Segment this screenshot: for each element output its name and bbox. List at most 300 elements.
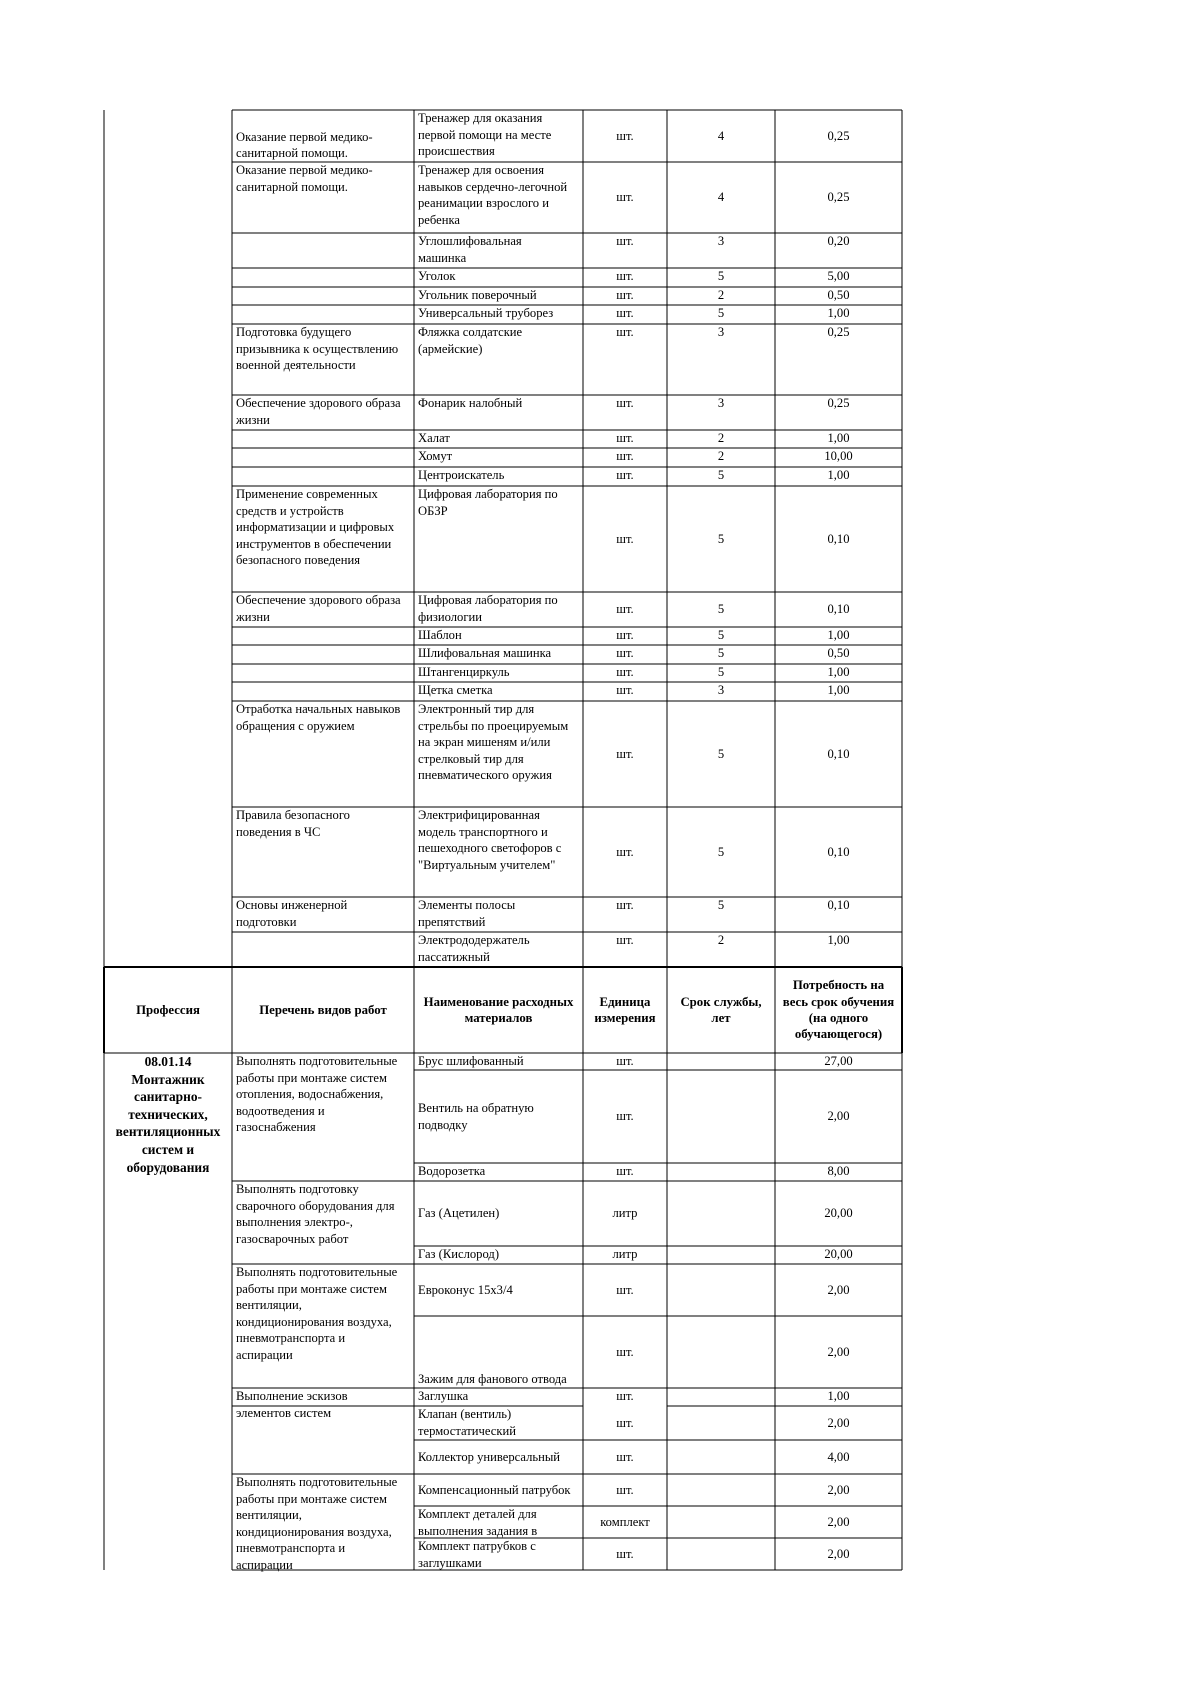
row-requirement-text: 1,00 xyxy=(827,933,850,947)
row-unit-text: шт. xyxy=(616,431,634,445)
row-service-life-text: 3 xyxy=(717,396,725,410)
row-service-life xyxy=(667,430,775,448)
row-material-name-text: Компенсационный патрубок xyxy=(418,1482,571,1497)
row-work-type xyxy=(232,645,414,664)
row-service-life-text: 5 xyxy=(717,269,725,283)
row-unit-text: шт. xyxy=(616,665,634,679)
header-works-text: Перечень видов работ xyxy=(259,1002,387,1017)
row-work-type xyxy=(232,448,414,467)
row-item-name-text: Тренажер для оказания первой помощи на месте происшествия xyxy=(418,111,552,159)
row-material-name xyxy=(414,1474,583,1506)
row-service-life-text: 2 xyxy=(717,933,725,947)
row-work-type xyxy=(232,430,414,448)
row-unit-text: шт. xyxy=(616,288,634,302)
row-unit xyxy=(583,233,667,268)
row-service-life xyxy=(667,110,775,162)
row-item-name-text: Углошлифовальная машинка xyxy=(418,234,522,265)
work-type-group-text: Выполнять подготовительные работы при монтаже систем вентиляции, кондиционирования воздуха, пневмотранспорта и аспирации xyxy=(236,1265,398,1362)
row-material-name xyxy=(414,1053,583,1070)
row-unit-text: шт. xyxy=(616,1389,634,1403)
row-material-name xyxy=(414,1070,583,1163)
row-material-name xyxy=(414,1538,583,1570)
row-work-type xyxy=(232,592,414,627)
row-unit-text: шт. xyxy=(616,1449,634,1464)
row-service-life-text: 5 xyxy=(717,468,725,482)
row-unit-text: шт. xyxy=(616,396,634,410)
work-type-group xyxy=(232,1474,414,1570)
row-unit xyxy=(583,162,667,233)
row-work-type xyxy=(232,932,414,967)
row-unit xyxy=(583,897,667,932)
row-service-life-text: 3 xyxy=(717,683,725,697)
row-item-name xyxy=(414,110,583,162)
row-unit xyxy=(583,1053,667,1070)
row-service-life-text: 4 xyxy=(717,128,725,143)
header-works xyxy=(232,967,414,1053)
row-work-type xyxy=(232,486,414,592)
row-service-life-text: 5 xyxy=(717,628,725,642)
row-service-life-text: 5 xyxy=(717,665,725,679)
row-work-type-text: Основы инженерной подготовки xyxy=(236,898,348,929)
row-unit-text: шт. xyxy=(616,1282,634,1297)
row-unit-text: шт. xyxy=(616,128,634,143)
row-unit xyxy=(583,645,667,664)
row-service-life xyxy=(667,897,775,932)
header-materials xyxy=(414,967,583,1053)
row-work-type xyxy=(232,897,414,932)
row-service-life xyxy=(667,682,775,701)
row-requirement-text: 0,25 xyxy=(827,190,850,205)
row-requirement xyxy=(775,305,902,324)
header-life-text: Срок службы, лет xyxy=(680,994,762,1025)
row-item-name-text: Уголок xyxy=(418,269,456,283)
row-requirement xyxy=(775,1440,902,1474)
row-requirement xyxy=(775,448,902,467)
row-requirement-text: 8,00 xyxy=(827,1164,850,1178)
row-item-name-text: Элементы полосы препятствий xyxy=(418,898,516,929)
row-service-life-text: 5 xyxy=(717,306,725,320)
header-materials-text: Наименование расходных материалов xyxy=(423,994,574,1025)
row-item-name xyxy=(414,932,583,967)
row-item-name-text: Тренажер для освоения навыков сердечно-легочной реанимации взрослого и ребенка xyxy=(418,163,568,227)
row-item-name-text: Электрододержатель пассатижный xyxy=(418,933,530,964)
header-need xyxy=(775,967,902,1053)
profession-cell-text: 08.01.14 Монтажник санитарно- технических, вентиляционных систем и оборудования xyxy=(115,1054,221,1175)
row-work-type xyxy=(232,324,414,395)
row-unit xyxy=(583,305,667,324)
row-requirement-text: 2,00 xyxy=(827,1482,850,1497)
row-material-name xyxy=(414,1388,583,1406)
row-item-name xyxy=(414,395,583,430)
profession-cell xyxy=(104,1053,232,1180)
row-item-name xyxy=(414,897,583,932)
row-unit xyxy=(583,1538,667,1570)
row-unit xyxy=(583,1181,667,1246)
row-item-name-text: Хомут xyxy=(418,449,453,463)
row-requirement-text: 0,50 xyxy=(827,646,850,660)
row-material-name xyxy=(414,1406,583,1440)
row-unit xyxy=(583,268,667,287)
row-unit xyxy=(583,1388,667,1406)
row-work-type xyxy=(232,233,414,268)
row-service-life xyxy=(667,807,775,897)
row-unit-text: шт. xyxy=(616,190,634,205)
row-work-type-text: Оказание первой медико- санитарной помощи. xyxy=(236,163,373,194)
row-item-name-text: Электрифицированная модель транспортного и пешеходного светофоров с "Виртуальным учителем" xyxy=(418,808,562,872)
row-material-name-text: Комплект деталей для выполнения задания в xyxy=(418,1507,538,1538)
row-work-type-text: Применение современных средств и устройств информатизации и цифровых инструментов в обеспечении безопасного поведения xyxy=(236,487,395,568)
row-item-name-text: Фонарик налобный xyxy=(418,396,523,410)
row-unit-text: комплект xyxy=(600,1514,650,1529)
row-unit-text: шт. xyxy=(616,1164,634,1178)
row-requirement-text: 0,25 xyxy=(827,325,850,339)
row-unit-text: шт. xyxy=(616,269,634,283)
work-type-group-text: Выполнять подготовительные работы при монтаже систем вентиляции, кондиционирования воздуха, пневмотранспорта и аспирации xyxy=(236,1475,398,1572)
row-work-type xyxy=(232,395,414,430)
row-service-life-text: 2 xyxy=(717,288,725,302)
row-item-name xyxy=(414,592,583,627)
row-item-name-text: Универсальный труборез xyxy=(418,306,554,320)
row-requirement-text: 5,00 xyxy=(827,269,850,283)
row-work-type xyxy=(232,627,414,645)
row-unit-text: шт. xyxy=(616,1344,634,1359)
row-item-name xyxy=(414,430,583,448)
row-work-type xyxy=(232,287,414,305)
row-requirement xyxy=(775,467,902,486)
work-type-group-text: Выполнение эскизов элементов систем xyxy=(236,1389,348,1420)
row-material-name-text: Заглушка xyxy=(418,1389,469,1403)
row-requirement xyxy=(775,1264,902,1316)
row-work-type-text: Отработка начальных навыков обращения с оружием xyxy=(236,702,401,733)
row-work-type xyxy=(232,162,414,233)
row-requirement-text: 1,00 xyxy=(827,683,850,697)
row-item-name xyxy=(414,448,583,467)
row-item-name xyxy=(414,305,583,324)
row-unit xyxy=(583,1070,667,1163)
row-requirement-text: 20,00 xyxy=(824,1247,853,1261)
row-requirement xyxy=(775,1506,902,1538)
row-work-type-text: Обеспечение здорового образа жизни xyxy=(236,593,401,624)
row-requirement-text: 27,00 xyxy=(824,1054,853,1068)
row-material-name-text: Газ (Кислород) xyxy=(418,1247,500,1261)
row-material-name-text: Брус шлифованный xyxy=(418,1054,524,1068)
row-unit-text: шт. xyxy=(616,602,634,617)
row-requirement-text: 0,10 xyxy=(827,844,850,859)
row-unit-text: шт. xyxy=(616,683,634,697)
row-work-type xyxy=(232,807,414,897)
row-requirement-text: 2,00 xyxy=(827,1109,850,1124)
row-unit-text: шт. xyxy=(616,1054,634,1068)
row-item-name-text: Угольник поверочный xyxy=(418,288,537,302)
row-requirement xyxy=(775,1246,902,1264)
row-unit xyxy=(583,1264,667,1316)
row-material-name xyxy=(414,1316,583,1388)
row-unit-text: шт. xyxy=(616,1109,634,1124)
row-unit-text: шт. xyxy=(616,306,634,320)
row-item-name-text: Шлифовальная машинка xyxy=(418,646,552,660)
row-requirement-text: 2,00 xyxy=(827,1514,850,1529)
row-work-type xyxy=(232,664,414,682)
row-unit xyxy=(583,1246,667,1264)
row-service-life-text: 4 xyxy=(717,190,725,205)
row-requirement xyxy=(775,645,902,664)
row-requirement-text: 0,50 xyxy=(827,288,850,302)
row-requirement xyxy=(775,1316,902,1388)
row-requirement-text: 10,00 xyxy=(824,449,853,463)
row-requirement-text: 1,00 xyxy=(827,665,850,679)
row-service-life-text: 2 xyxy=(717,431,725,445)
row-requirement-text: 0,10 xyxy=(827,746,850,761)
row-requirement xyxy=(775,897,902,932)
row-requirement-text: 2,00 xyxy=(827,1344,850,1359)
row-work-type xyxy=(232,682,414,701)
row-unit-text: шт. xyxy=(616,449,634,463)
row-requirement-text: 0,25 xyxy=(827,396,850,410)
row-item-name-text: Центроискатель xyxy=(418,468,505,482)
work-type-group xyxy=(232,1053,414,1181)
row-unit xyxy=(583,486,667,592)
row-requirement xyxy=(775,1070,902,1163)
row-service-life xyxy=(667,162,775,233)
row-requirement xyxy=(775,701,902,807)
row-material-name-text: Газ (Ацетилен) xyxy=(418,1206,500,1221)
row-unit xyxy=(583,430,667,448)
row-requirement xyxy=(775,1538,902,1570)
row-requirement xyxy=(775,664,902,682)
row-requirement xyxy=(775,1181,902,1246)
row-requirement-text: 1,00 xyxy=(827,468,850,482)
row-requirement-text: 1,00 xyxy=(827,431,850,445)
row-unit-text: шт. xyxy=(616,844,634,859)
row-material-name xyxy=(414,1506,583,1538)
row-work-type xyxy=(232,701,414,807)
row-work-type xyxy=(232,305,414,324)
header-life xyxy=(667,967,775,1053)
row-requirement xyxy=(775,324,902,395)
row-service-life-text: 5 xyxy=(717,844,725,859)
row-requirement-text: 2,00 xyxy=(827,1282,850,1297)
work-type-group xyxy=(232,1181,414,1264)
row-item-name-text: Шаблон xyxy=(418,628,462,642)
row-service-life-text: 5 xyxy=(717,746,725,761)
row-item-name-text: Щетка сметка xyxy=(418,683,493,697)
row-unit xyxy=(583,682,667,701)
row-unit xyxy=(583,448,667,467)
row-requirement xyxy=(775,682,902,701)
row-unit xyxy=(583,627,667,645)
row-requirement xyxy=(775,1388,902,1406)
row-service-life xyxy=(667,395,775,430)
row-service-life xyxy=(667,287,775,305)
row-unit xyxy=(583,324,667,395)
row-unit xyxy=(583,592,667,627)
row-requirement-text: 0,10 xyxy=(827,898,850,912)
row-requirement xyxy=(775,1163,902,1181)
header-unit xyxy=(583,967,667,1053)
row-unit-text: шт. xyxy=(616,234,634,248)
row-requirement xyxy=(775,162,902,233)
row-item-name-text: Халат xyxy=(418,431,450,445)
row-item-name xyxy=(414,233,583,268)
row-service-life xyxy=(667,664,775,682)
row-material-name-text: Водорозетка xyxy=(418,1164,486,1178)
row-requirement xyxy=(775,110,902,162)
row-material-name-text: Вентиль на обратную подводку xyxy=(418,1100,534,1132)
row-item-name xyxy=(414,486,583,592)
row-work-type-text: Обеспечение здорового образа жизни xyxy=(236,396,401,427)
row-requirement xyxy=(775,395,902,430)
row-service-life xyxy=(667,268,775,287)
row-requirement-text: 0,20 xyxy=(827,234,850,248)
row-unit-text: шт. xyxy=(616,898,634,912)
row-unit-text: шт. xyxy=(616,325,634,339)
row-requirement xyxy=(775,1474,902,1506)
row-requirement-text: 2,00 xyxy=(827,1415,850,1430)
row-requirement-text: 0,10 xyxy=(827,531,850,546)
row-requirement-text: 0,25 xyxy=(827,128,850,143)
header-unit-text: Единица измерения xyxy=(594,994,656,1025)
row-requirement xyxy=(775,268,902,287)
row-requirement-text: 0,10 xyxy=(827,602,850,617)
row-unit xyxy=(583,1440,667,1474)
work-type-group-text: Выполнять подготовительные работы при монтаже систем отопления, водоснабжения, водоотведения и газоснабжения xyxy=(236,1054,398,1135)
row-item-name xyxy=(414,645,583,664)
row-requirement-text: 20,00 xyxy=(824,1206,853,1221)
row-material-name xyxy=(414,1181,583,1246)
row-service-life-text: 5 xyxy=(717,646,725,660)
row-unit-text: литр xyxy=(612,1247,638,1261)
row-material-name xyxy=(414,1264,583,1316)
row-unit xyxy=(583,1163,667,1181)
row-unit-text: литр xyxy=(612,1206,638,1221)
row-service-life-text: 5 xyxy=(717,602,725,617)
row-unit-text: шт. xyxy=(616,746,634,761)
row-requirement-text: 1,00 xyxy=(827,628,850,642)
row-material-name-text: Евроконус 15х3/4 xyxy=(418,1282,513,1297)
row-service-life xyxy=(667,592,775,627)
row-service-life-text: 3 xyxy=(717,325,725,339)
row-work-type xyxy=(232,110,414,162)
row-material-name xyxy=(414,1440,583,1474)
row-item-name xyxy=(414,268,583,287)
row-unit-text: шт. xyxy=(616,531,634,546)
row-item-name xyxy=(414,162,583,233)
row-requirement xyxy=(775,486,902,592)
row-service-life xyxy=(667,467,775,486)
row-service-life xyxy=(667,627,775,645)
row-unit-text: шт. xyxy=(616,1415,634,1430)
row-service-life-text: 5 xyxy=(717,531,725,546)
row-requirement xyxy=(775,627,902,645)
row-requirement xyxy=(775,807,902,897)
row-service-life xyxy=(667,233,775,268)
row-unit xyxy=(583,664,667,682)
row-requirement xyxy=(775,287,902,305)
header-profession-text: Профессия xyxy=(136,1002,200,1017)
row-requirement xyxy=(775,430,902,448)
row-service-life xyxy=(667,305,775,324)
row-requirement xyxy=(775,1053,902,1070)
row-item-name-text: Цифровая лаборатория по ОБЗР xyxy=(418,487,558,518)
row-service-life xyxy=(667,448,775,467)
row-item-name xyxy=(414,664,583,682)
row-service-life-text: 3 xyxy=(717,234,725,248)
row-unit xyxy=(583,807,667,897)
row-requirement-text: 1,00 xyxy=(827,1389,850,1403)
row-service-life xyxy=(667,701,775,807)
row-service-life-text: 5 xyxy=(717,898,725,912)
header-need-text: Потребность на весь срок обучения (на одного обучающегося) xyxy=(782,978,895,1042)
row-work-type xyxy=(232,467,414,486)
row-item-name-text: Штангенциркуль xyxy=(418,665,510,679)
row-work-type-text: Правила безопасного поведения в ЧС xyxy=(236,808,350,839)
row-requirement xyxy=(775,932,902,967)
row-material-name xyxy=(414,1163,583,1181)
row-material-name xyxy=(414,1246,583,1264)
row-work-type-text: Подготовка будущего призывника к осуществлению военной деятельности xyxy=(236,325,399,373)
row-unit xyxy=(583,1316,667,1388)
row-unit xyxy=(583,1406,667,1440)
row-unit-text: шт. xyxy=(616,1546,634,1561)
row-work-type-text: Оказание первой медико- санитарной помощи. xyxy=(236,129,373,161)
row-item-name xyxy=(414,627,583,645)
row-item-name xyxy=(414,807,583,897)
row-unit xyxy=(583,467,667,486)
row-service-life-text: 2 xyxy=(717,449,725,463)
row-item-name xyxy=(414,701,583,807)
row-service-life xyxy=(667,932,775,967)
row-unit xyxy=(583,1474,667,1506)
work-type-group-text: Выполнять подготовку сварочного оборудования для выполнения электро-, газосварочных работ xyxy=(236,1182,395,1246)
row-service-life xyxy=(667,645,775,664)
row-work-type xyxy=(232,268,414,287)
row-unit xyxy=(583,110,667,162)
row-service-life xyxy=(667,486,775,592)
row-unit xyxy=(583,287,667,305)
row-item-name-text: Цифровая лаборатория по физиологии xyxy=(418,593,558,624)
row-unit-text: шт. xyxy=(616,1482,634,1497)
row-material-name-text: Зажим для фанового отвода xyxy=(418,1372,567,1387)
work-type-group xyxy=(232,1388,414,1420)
row-item-name xyxy=(414,287,583,305)
row-requirement xyxy=(775,233,902,268)
row-unit xyxy=(583,701,667,807)
work-type-group xyxy=(232,1264,414,1388)
row-unit-text: шт. xyxy=(616,628,634,642)
row-requirement-text: 2,00 xyxy=(827,1546,850,1561)
header-profession xyxy=(104,967,232,1053)
row-item-name xyxy=(414,467,583,486)
row-requirement xyxy=(775,592,902,627)
row-material-name-text: Клапан (вентиль) термостатический xyxy=(418,1407,516,1438)
row-unit-text: шт. xyxy=(616,646,634,660)
row-item-name xyxy=(414,682,583,701)
row-item-name-text: Электронный тир для стрельбы по проецируемым на экран мишеням и/или стрелковый тир для пневматического оружия xyxy=(418,702,569,783)
row-requirement-text: 4,00 xyxy=(827,1449,850,1464)
row-unit xyxy=(583,932,667,967)
row-material-name-text: Коллектор универсальный xyxy=(418,1449,561,1464)
row-service-life xyxy=(667,324,775,395)
row-unit xyxy=(583,395,667,430)
row-unit-text: шт. xyxy=(616,933,634,947)
row-item-name-text: Фляжка солдатские (армейские) xyxy=(418,325,523,356)
row-unit xyxy=(583,1506,667,1538)
row-requirement xyxy=(775,1406,902,1440)
row-requirement-text: 1,00 xyxy=(827,306,850,320)
row-unit-text: шт. xyxy=(616,468,634,482)
row-material-name-text: Комплект патрубков с заглушками xyxy=(418,1539,536,1570)
row-item-name xyxy=(414,324,583,395)
